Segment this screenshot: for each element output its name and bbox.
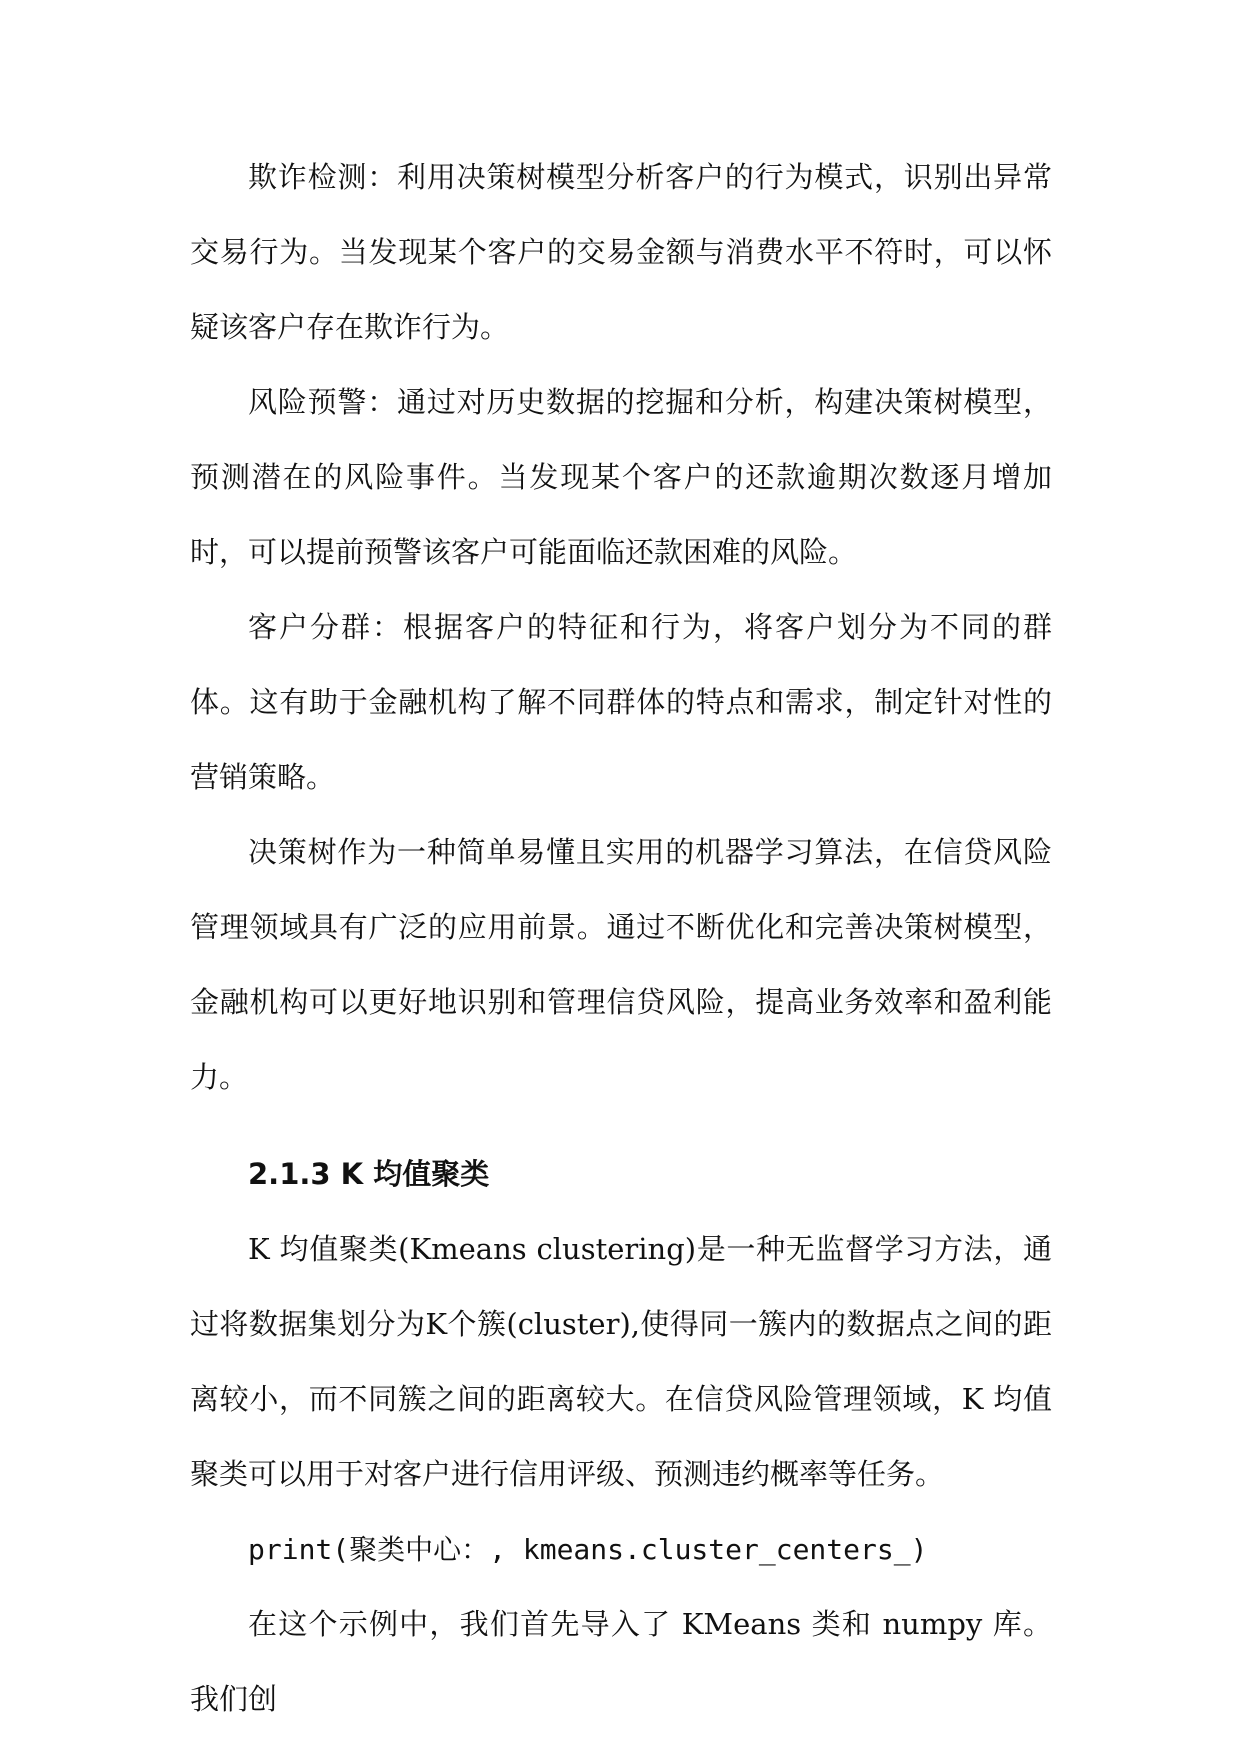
paragraph-fraud-detection: 欺诈检测：利用决策树模型分析客户的行为模式，识别出异常交易行为。当发现某个客户的交易金额与消费水平不符时，可以怀疑该客户存在欺诈行为。 — [190, 160, 1052, 344]
paragraph-decision-tree-summary: 决策树作为一种简单易懂且实用的机器学习算法，在信贷风险管理领域具有广泛的应用前景。通过不断优化和完善决策树模型，金融机构可以更好地识别和管理信贷风险，提高业务效率和盈利能力。 — [190, 835, 1052, 1094]
paragraph-example-explanation: 在这个示例中，我们首先导入了 KMeans 类和 numpy 库。我们创 — [190, 1607, 1052, 1716]
paragraph-kmeans-intro: K 均值聚类(Kmeans clustering)是一种无监督学习方法，通过将数据集划分为K个簇(cluster),使得同一簇内的数据点之间的距离较小，而不同簇之间的距离较大。在信贷风险管理领域，K 均值聚类可以用于对客户进行信用评级、预测违约概率等任务。 — [190, 1232, 1052, 1491]
paragraph-risk-warning: 风险预警：通过对历史数据的挖掘和分析，构建决策树模型，预测潜在的风险事件。当发现某个客户的还款逾期次数逐月增加时，可以提前预警该客户可能面临还款困难的风险。 — [190, 385, 1052, 569]
section-heading-kmeans: 2.1.3 K 均值聚类 — [248, 1157, 490, 1191]
code-line-print: print(聚类中心：, kmeans.cluster_centers_) — [248, 1533, 928, 1566]
paragraph-customer-segmentation: 客户分群：根据客户的特征和行为，将客户划分为不同的群体。这有助于金融机构了解不同群体的特点和需求，制定针对性的营销策略。 — [190, 610, 1052, 794]
document-body — [190, 140, 1052, 1737]
